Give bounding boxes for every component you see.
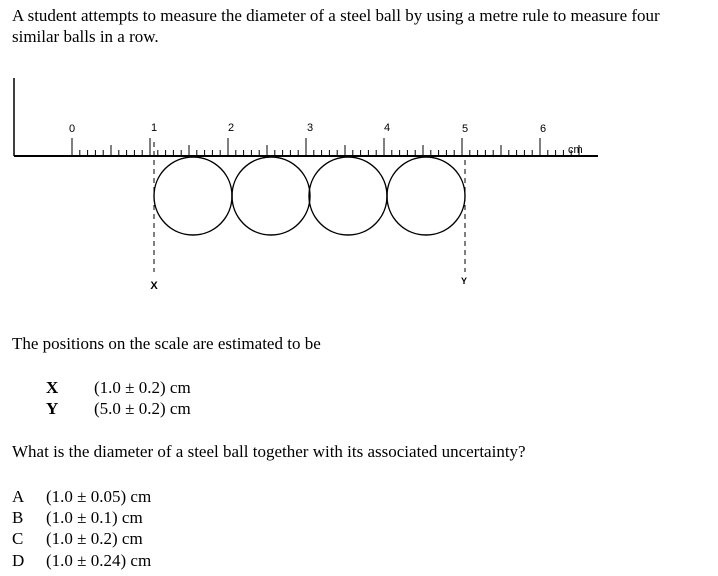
scale-number-2: 2 — [227, 122, 235, 134]
ball-4 — [387, 157, 465, 235]
reading-label: X — [46, 378, 59, 397]
option-letter: A — [12, 487, 25, 506]
option-letter: D — [12, 551, 25, 570]
option-letter: C — [12, 529, 24, 548]
reading-value: (5.0 ± 0.2) cm — [94, 399, 191, 418]
marker-y-label: Y — [460, 276, 468, 286]
option-letter: B — [12, 508, 24, 527]
question-text: What is the diameter of a steel ball together with its associated uncertainty? — [12, 442, 526, 461]
ball-3 — [309, 157, 387, 235]
ball-1 — [154, 157, 232, 235]
option-text: (1.0 ± 0.24) cm — [46, 551, 152, 570]
option-text: (1.0 ± 0.05) cm — [46, 487, 152, 506]
reading-value: (1.0 ± 0.2) cm — [94, 378, 191, 397]
scale-number-6: 6 — [539, 123, 547, 135]
option-text: (1.0 ± 0.1) cm — [46, 508, 143, 527]
scale-number-3: 3 — [306, 122, 314, 134]
scale-number-0: 0 — [68, 123, 76, 135]
positions-intro: The positions on the scale are estimated to be — [12, 334, 321, 353]
unit-label: cm — [568, 144, 583, 156]
reading-label: Y — [46, 399, 59, 418]
scale-number-1: 1 — [150, 122, 158, 134]
option-text: (1.0 ± 0.2) cm — [46, 529, 143, 548]
rule-ticks — [72, 138, 579, 156]
question-intro: A student attempts to measure the diameter of a steel ball by using a metre rule to measure four similar balls in a row. — [12, 6, 660, 46]
scale-number-4: 4 — [383, 122, 391, 134]
marker-x-label: X — [150, 280, 158, 292]
scale-number-5: 5 — [461, 123, 469, 135]
ball-2 — [232, 157, 310, 235]
